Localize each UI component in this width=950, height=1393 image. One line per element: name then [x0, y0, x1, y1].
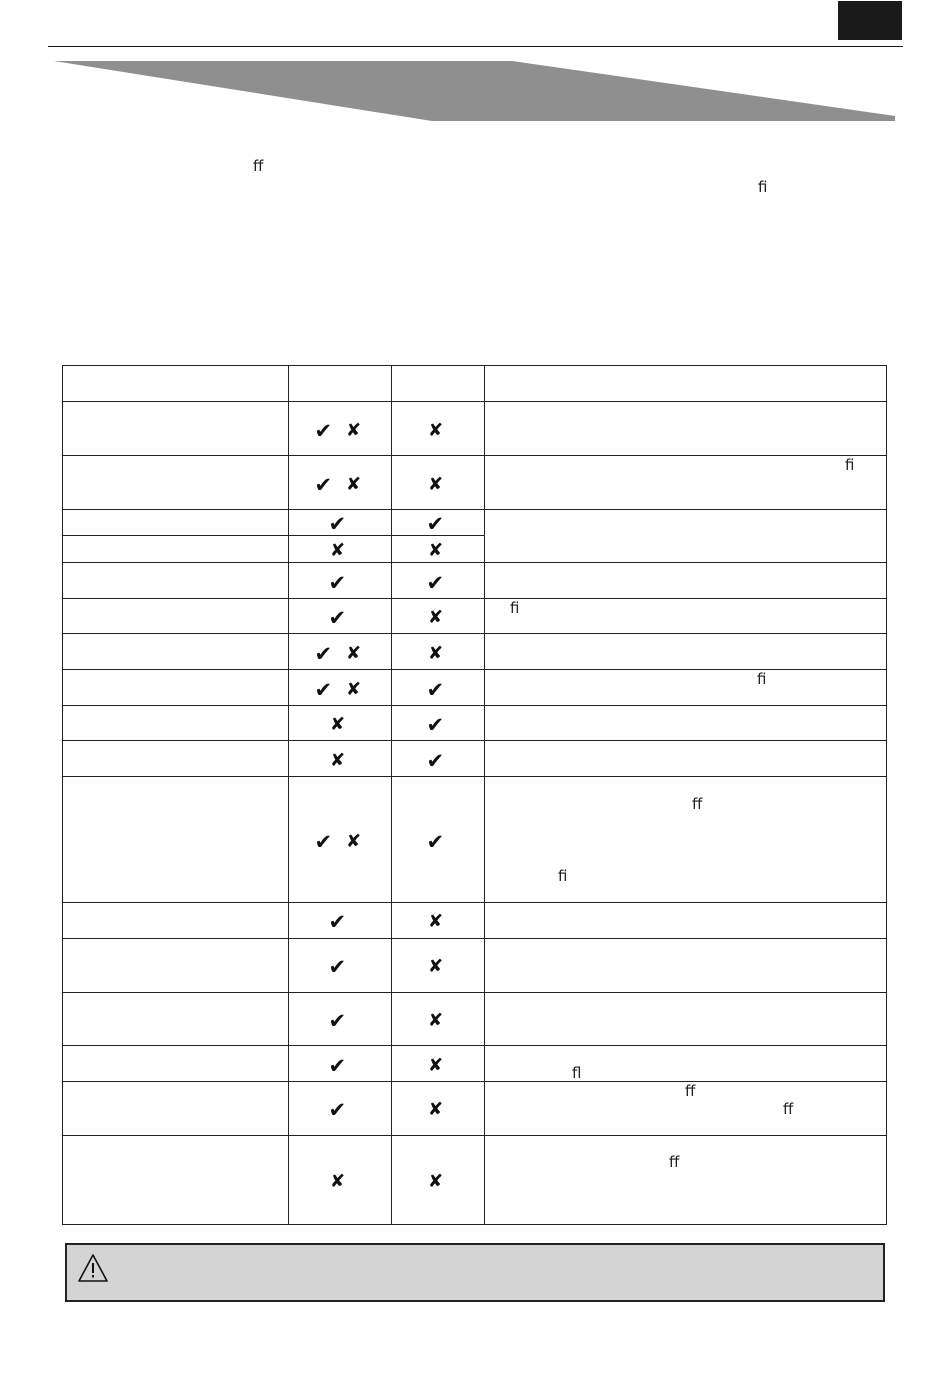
section-banner	[0, 0, 950, 130]
notes-ligature: ﬀ	[669, 1153, 680, 1171]
cross-mark-icon: ✘	[346, 643, 362, 664]
cross-mark-icon: ✘	[428, 420, 444, 441]
check-mark-icon: ✔	[328, 605, 347, 630]
cross-mark-icon: ✘	[330, 540, 346, 561]
check-mark-icon: ✔	[314, 472, 333, 497]
check-mark-icon: ✔	[328, 1008, 347, 1033]
cross-mark-icon: ✘	[346, 831, 362, 852]
notes-ligature: ﬀ	[685, 1082, 696, 1100]
intro-ligature: ﬀ	[253, 157, 264, 175]
warning-triangle-icon	[77, 1253, 109, 1283]
cross-mark-icon: ✘	[330, 714, 346, 735]
intro-ligature: ﬁ	[758, 178, 768, 196]
cross-mark-icon: ✘	[428, 1010, 444, 1031]
warning-box	[65, 1243, 885, 1302]
notes-ligature: ﬁ	[558, 867, 568, 885]
notes-ligature: ﬁ	[845, 456, 855, 474]
cross-mark-icon: ✘	[428, 474, 444, 495]
notes-ligature: ﬁ	[757, 670, 767, 688]
check-mark-icon: ✔	[426, 712, 445, 737]
check-mark-icon: ✔	[328, 511, 347, 536]
cross-mark-icon: ✘	[428, 1171, 444, 1192]
cross-mark-icon: ✘	[428, 1055, 444, 1076]
check-mark-icon: ✔	[426, 829, 445, 854]
check-mark-icon: ✔	[314, 641, 333, 666]
check-mark-icon: ✔	[328, 1097, 347, 1122]
cross-mark-icon: ✘	[428, 607, 444, 628]
check-mark-icon: ✔	[426, 570, 445, 595]
cross-mark-icon: ✘	[428, 911, 444, 932]
cross-mark-icon: ✘	[428, 1099, 444, 1120]
cross-mark-icon: ✘	[346, 474, 362, 495]
notes-ligature: ﬂ	[572, 1064, 582, 1082]
check-mark-icon: ✔	[314, 829, 333, 854]
check-mark-icon: ✔	[314, 418, 333, 443]
cross-mark-icon: ✘	[330, 750, 346, 771]
notes-ligature: ﬀ	[692, 795, 703, 813]
check-mark-icon: ✔	[328, 1053, 347, 1078]
check-mark-icon: ✔	[328, 954, 347, 979]
cross-mark-icon: ✘	[428, 540, 444, 561]
cross-mark-icon: ✘	[330, 1171, 346, 1192]
notes-ligature: ﬁ	[510, 599, 520, 617]
check-mark-icon: ✔	[426, 511, 445, 536]
check-mark-icon: ✔	[426, 748, 445, 773]
check-mark-icon: ✔	[328, 909, 347, 934]
cross-mark-icon: ✘	[428, 643, 444, 664]
cross-mark-icon: ✘	[346, 420, 362, 441]
cross-mark-icon: ✘	[428, 956, 444, 977]
check-mark-icon: ✔	[426, 677, 445, 702]
check-mark-icon: ✔	[314, 677, 333, 702]
feature-table	[62, 365, 887, 1225]
check-mark-icon: ✔	[328, 570, 347, 595]
notes-ligature: ﬀ	[783, 1100, 794, 1118]
cross-mark-icon: ✘	[346, 679, 362, 700]
